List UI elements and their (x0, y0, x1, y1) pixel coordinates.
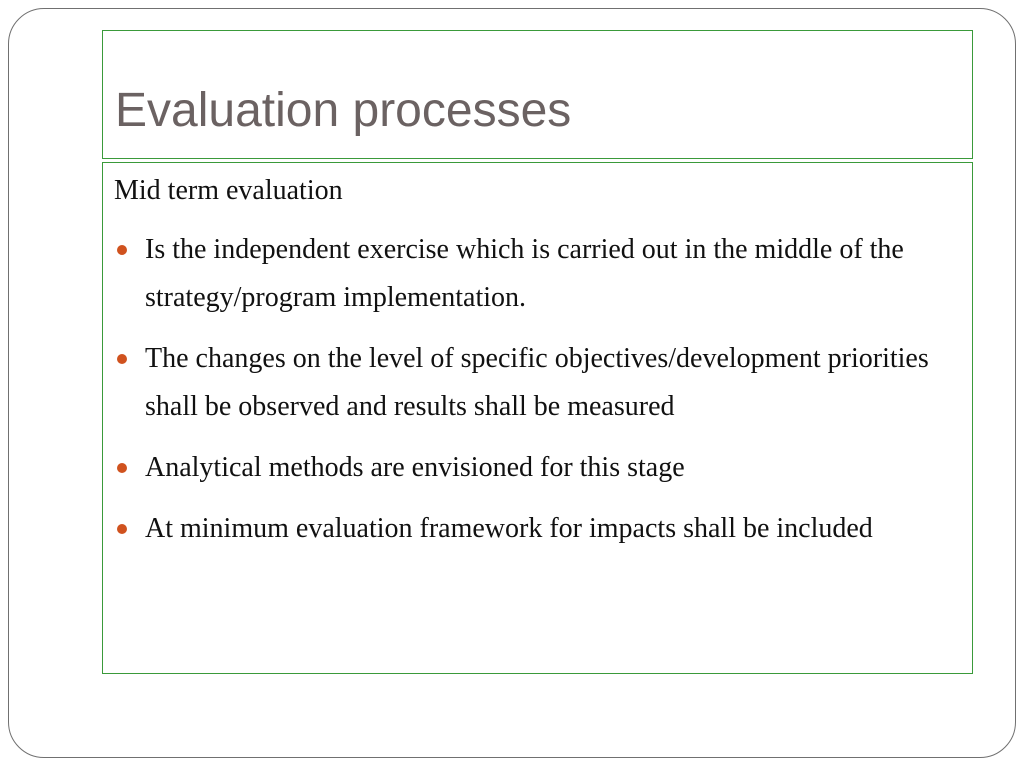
bullet-item (114, 505, 950, 553)
bullet-text: Analytical methods are envisioned for this stage (145, 452, 685, 483)
slide-title: Evaluation processes (115, 84, 572, 137)
bullet-dot-icon (117, 524, 127, 534)
bullet-list (114, 226, 950, 566)
bullet-dot-icon (117, 354, 127, 364)
bullet-item (114, 226, 950, 322)
bullet-text: At minimum evaluation framework for impacts shall be included (145, 513, 873, 544)
content-placeholder (102, 162, 973, 674)
title-placeholder (102, 30, 973, 159)
bullet-dot-icon (117, 245, 127, 255)
bullet-item (114, 335, 950, 431)
bullet-item (114, 444, 950, 492)
bullet-dot-icon (117, 463, 127, 473)
section-subheading: Mid term evaluation (114, 175, 343, 206)
bullet-text: Is the independent exercise which is carried out in the middle of the strategy/program implementation. (145, 234, 904, 313)
bullet-text: The changes on the level of specific objectives/development priorities shall be observed and results shall be measured (145, 343, 929, 422)
